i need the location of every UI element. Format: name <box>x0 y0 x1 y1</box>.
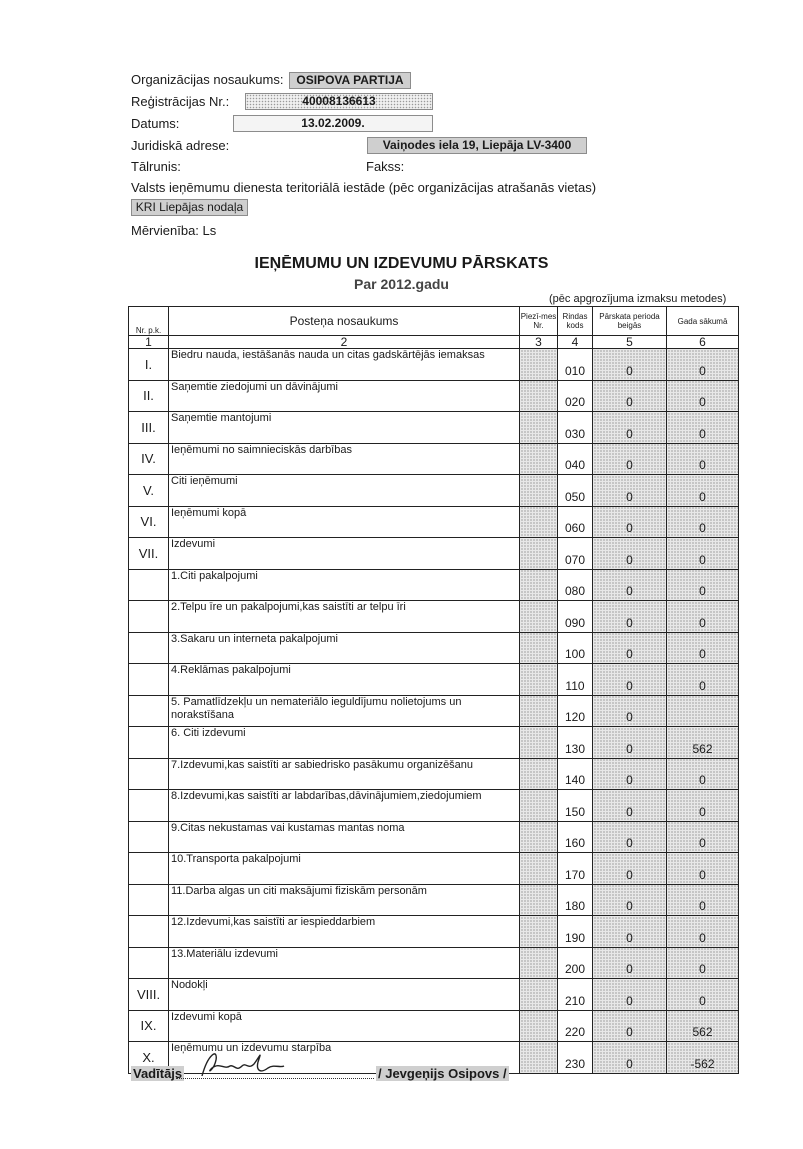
row-note <box>520 821 558 853</box>
row-code: 190 <box>558 916 593 948</box>
row-name: Ieņēmumi no saimnieciskās darbības <box>169 443 520 475</box>
table-colnum-row <box>129 336 739 349</box>
colnum: 4 <box>558 336 593 349</box>
table-row <box>129 475 739 507</box>
table-row <box>129 853 739 885</box>
row-code: 230 <box>558 1042 593 1074</box>
row-code: 150 <box>558 790 593 822</box>
vid-label: Valsts ieņēmumu dienesta teritoriālā iestāde (pēc organizācijas atrašanās vietas) <box>131 180 597 195</box>
table-row <box>129 569 739 601</box>
row-nr: VI. <box>129 506 169 538</box>
row-note <box>520 601 558 633</box>
signature-label: Vadītājs <box>133 1066 183 1081</box>
row-year-start: 0 <box>667 506 739 538</box>
row-code: 100 <box>558 632 593 664</box>
row-name: 4.Reklāmas pakalpojumi <box>169 664 520 696</box>
signature-scribble <box>198 1046 288 1082</box>
address-label: Juridiskā adrese: <box>131 138 230 153</box>
row-nr <box>129 790 169 822</box>
row-note <box>520 979 558 1011</box>
row-nr: III. <box>129 412 169 444</box>
row-name: 12.Izdevumi,kas saistīti ar iespieddarbiem <box>169 916 520 948</box>
row-name: 7.Izdevumi,kas saistīti ar sabiedrisko pasākumu organizēšanu <box>169 758 520 790</box>
row-note <box>520 790 558 822</box>
row-nr <box>129 632 169 664</box>
report-table <box>128 306 739 1074</box>
header-period-end: Pārskata perioda beigās <box>593 307 667 336</box>
row-period-end: 0 <box>593 380 667 412</box>
row-name: Izdevumi kopā <box>169 1010 520 1042</box>
row-year-start: 0 <box>667 380 739 412</box>
row-name: Izdevumi <box>169 538 520 570</box>
fax-label: Fakss: <box>366 159 405 174</box>
row-year-start: 0 <box>667 538 739 570</box>
vid-value: KRI Liepājas nodaļa <box>131 199 248 216</box>
row-code: 200 <box>558 947 593 979</box>
org-label: Organizācijas nosaukums: <box>131 72 284 87</box>
row-period-end: 0 <box>593 475 667 507</box>
table-body <box>129 349 739 1074</box>
report-method: (pēc apgrozījuma izmaksu metodes) <box>549 293 727 305</box>
row-name: 5. Pamatlīdzekļu un nemateriālo ieguldījumu nolietojums un norakstīšana <box>169 695 520 727</box>
row-year-start: 0 <box>667 821 739 853</box>
row-nr: VIII. <box>129 979 169 1011</box>
row-year-start: 0 <box>667 349 739 381</box>
row-name: 3.Sakaru un interneta pakalpojumi <box>169 632 520 664</box>
table-header-row <box>129 307 739 336</box>
row-note <box>520 884 558 916</box>
row-period-end: 0 <box>593 1042 667 1074</box>
row-code: 130 <box>558 727 593 759</box>
row-name: 11.Darba algas un citi maksājumi fiziskām personām <box>169 884 520 916</box>
row-nr <box>129 569 169 601</box>
row-period-end: 0 <box>593 947 667 979</box>
row-year-start: 0 <box>667 947 739 979</box>
row-nr <box>129 947 169 979</box>
header-nr: Nr. p.k. <box>129 307 169 336</box>
table-row <box>129 380 739 412</box>
table-row <box>129 821 739 853</box>
row-code: 020 <box>558 380 593 412</box>
row-year-start: 0 <box>667 758 739 790</box>
row-note <box>520 916 558 948</box>
row-period-end: 0 <box>593 790 667 822</box>
row-nr <box>129 821 169 853</box>
row-code: 170 <box>558 853 593 885</box>
row-year-start: 0 <box>667 979 739 1011</box>
row-note <box>520 412 558 444</box>
header-code: Rindas kods <box>558 307 593 336</box>
row-name: Ieņēmumu un izdevumu starpība <box>169 1042 520 1074</box>
report-title: IEŅĒMUMU UN IZDEVUMU PĀRSKATS <box>254 255 549 272</box>
row-year-start: 0 <box>667 475 739 507</box>
row-year-start: 0 <box>667 853 739 885</box>
colnum: 5 <box>593 336 667 349</box>
table-row <box>129 349 739 381</box>
row-period-end: 0 <box>593 884 667 916</box>
table-row <box>129 727 739 759</box>
row-nr: V. <box>129 475 169 507</box>
row-name: Citi ieņēmumi <box>169 475 520 507</box>
row-period-end: 0 <box>593 538 667 570</box>
row-nr <box>129 916 169 948</box>
row-year-start <box>667 695 739 727</box>
row-note <box>520 1042 558 1074</box>
table-row <box>129 664 739 696</box>
row-name: Saņemtie ziedojumi un dāvinājumi <box>169 380 520 412</box>
table-row <box>129 916 739 948</box>
date-value: 13.02.2009. <box>233 115 433 132</box>
address-value: Vaiņodes iela 19, Liepāja LV-3400 <box>367 137 587 154</box>
row-period-end: 0 <box>593 853 667 885</box>
reg-label: Reģistrācijas Nr.: <box>131 94 230 109</box>
row-code: 060 <box>558 506 593 538</box>
row-year-start: 0 <box>667 443 739 475</box>
row-period-end: 0 <box>593 601 667 633</box>
row-code: 110 <box>558 664 593 696</box>
row-nr: IX. <box>129 1010 169 1042</box>
header-note: Piezī-mes Nr. <box>520 307 558 336</box>
table-row <box>129 758 739 790</box>
unit-label: Mērvienība: Ls <box>131 223 217 238</box>
row-year-start: 0 <box>667 884 739 916</box>
row-name: 2.Telpu īre un pakalpojumi,kas saistīti ar telpu īri <box>169 601 520 633</box>
row-name: 1.Citi pakalpojumi <box>169 569 520 601</box>
table-row <box>129 884 739 916</box>
row-year-start: 0 <box>667 790 739 822</box>
row-code: 160 <box>558 821 593 853</box>
row-period-end: 0 <box>593 821 667 853</box>
row-year-start: -562 <box>667 1042 739 1074</box>
row-note <box>520 380 558 412</box>
row-year-start: 0 <box>667 664 739 696</box>
row-nr: II. <box>129 380 169 412</box>
row-period-end: 0 <box>593 349 667 381</box>
table-row <box>129 695 739 727</box>
row-note <box>520 758 558 790</box>
row-nr <box>129 758 169 790</box>
row-year-start: 0 <box>667 632 739 664</box>
row-nr <box>129 664 169 696</box>
row-name: 10.Transporta pakalpojumi <box>169 853 520 885</box>
row-name: Nodokļi <box>169 979 520 1011</box>
row-period-end: 0 <box>593 695 667 727</box>
table-row <box>129 443 739 475</box>
row-nr: IV. <box>129 443 169 475</box>
org-value: OSIPOVA PARTIJA <box>289 72 411 89</box>
row-name: 13.Materiālu izdevumi <box>169 947 520 979</box>
row-name: Biedru nauda, iestāšanās nauda un citas gadskārtējās iemaksas <box>169 349 520 381</box>
row-note <box>520 538 558 570</box>
row-name: 8.Izdevumi,kas saistīti ar labdarības,dāvinājumiem,ziedojumiem <box>169 790 520 822</box>
row-period-end: 0 <box>593 727 667 759</box>
row-period-end: 0 <box>593 443 667 475</box>
report-subtitle: Par 2012.gadu <box>354 276 449 292</box>
row-period-end: 0 <box>593 569 667 601</box>
row-code: 080 <box>558 569 593 601</box>
row-nr <box>129 884 169 916</box>
table-row <box>129 538 739 570</box>
table-row <box>129 601 739 633</box>
row-year-start: 0 <box>667 916 739 948</box>
table-row <box>129 947 739 979</box>
row-note <box>520 853 558 885</box>
colnum: 2 <box>169 336 520 349</box>
table-row <box>129 979 739 1011</box>
row-note <box>520 727 558 759</box>
row-period-end: 0 <box>593 664 667 696</box>
phone-label: Tālrunis: <box>131 159 181 174</box>
table-row <box>129 506 739 538</box>
row-note <box>520 695 558 727</box>
row-nr <box>129 601 169 633</box>
row-name: Ieņēmumi kopā <box>169 506 520 538</box>
row-year-start: 562 <box>667 727 739 759</box>
row-note <box>520 506 558 538</box>
row-period-end: 0 <box>593 632 667 664</box>
row-code: 120 <box>558 695 593 727</box>
row-period-end: 0 <box>593 758 667 790</box>
table-row <box>129 1010 739 1042</box>
row-note <box>520 475 558 507</box>
table-row <box>129 632 739 664</box>
row-year-start: 0 <box>667 569 739 601</box>
signature-name: / Jevgeņijs Osipovs / <box>378 1066 507 1081</box>
row-name: 9.Citas nekustamas vai kustamas mantas noma <box>169 821 520 853</box>
row-note <box>520 1010 558 1042</box>
row-note <box>520 569 558 601</box>
row-period-end: 0 <box>593 916 667 948</box>
row-code: 210 <box>558 979 593 1011</box>
row-note <box>520 349 558 381</box>
row-period-end: 0 <box>593 506 667 538</box>
row-note <box>520 443 558 475</box>
row-code: 090 <box>558 601 593 633</box>
row-year-start: 0 <box>667 601 739 633</box>
row-note <box>520 664 558 696</box>
colnum: 1 <box>129 336 169 349</box>
row-period-end: 0 <box>593 979 667 1011</box>
row-code: 010 <box>558 349 593 381</box>
row-note <box>520 632 558 664</box>
table-row <box>129 412 739 444</box>
row-code: 180 <box>558 884 593 916</box>
row-nr: X. <box>129 1042 169 1074</box>
row-nr: VII. <box>129 538 169 570</box>
row-code: 030 <box>558 412 593 444</box>
row-period-end: 0 <box>593 412 667 444</box>
row-code: 050 <box>558 475 593 507</box>
row-year-start: 562 <box>667 1010 739 1042</box>
row-name: Saņemtie mantojumi <box>169 412 520 444</box>
row-nr <box>129 727 169 759</box>
table-row <box>129 790 739 822</box>
row-code: 140 <box>558 758 593 790</box>
row-period-end: 0 <box>593 1010 667 1042</box>
row-name: 6. Citi izdevumi <box>169 727 520 759</box>
header-name: Posteņa nosaukums <box>169 307 520 336</box>
row-nr <box>129 853 169 885</box>
row-code: 070 <box>558 538 593 570</box>
row-note <box>520 947 558 979</box>
row-nr: I. <box>129 349 169 381</box>
row-nr <box>129 695 169 727</box>
colnum: 3 <box>520 336 558 349</box>
reg-value: 40008136613 <box>245 93 433 110</box>
row-code: 040 <box>558 443 593 475</box>
colnum: 6 <box>667 336 739 349</box>
date-label: Datums: <box>131 116 180 131</box>
row-code: 220 <box>558 1010 593 1042</box>
header-year-start: Gada sākumā <box>667 307 739 336</box>
row-year-start: 0 <box>667 412 739 444</box>
